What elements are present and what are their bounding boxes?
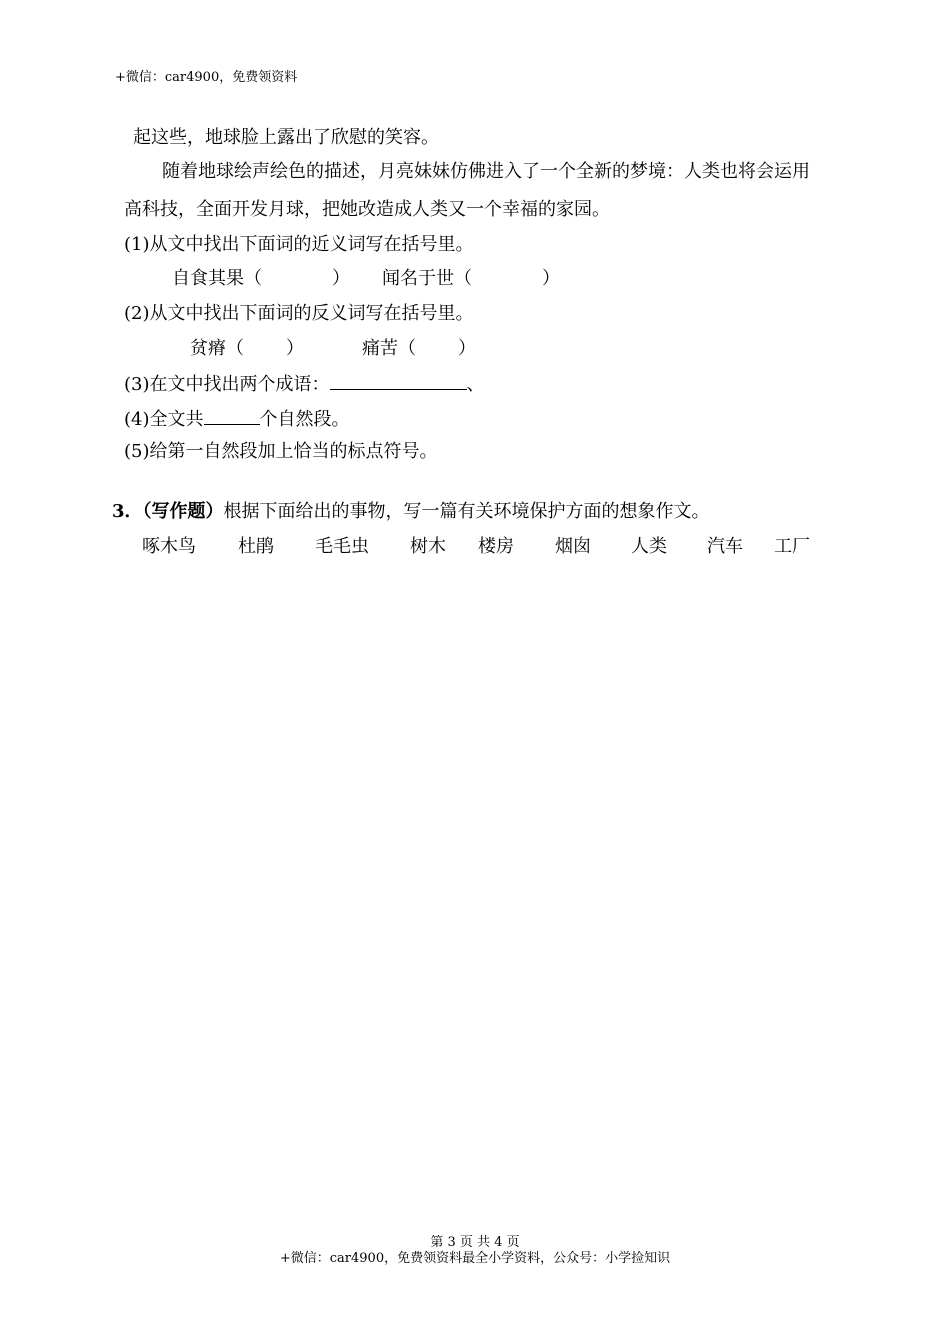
header-note: +微信：car4900，免费领资料 [115,70,298,85]
paragraph-count-line[interactable] [204,406,260,425]
topic-word: 汽车 [707,536,743,557]
question-3-label: (3)在文中找出两个成语： [124,374,330,395]
passage-line-3: 高科技，全面开发月球，把她改造成人类又一个幸福的家园。 [124,199,610,220]
question-2-label: (2)从文中找出下面词的反义词写在括号里。 [124,303,474,324]
question-number: 3． [112,501,143,522]
writing-task [112,500,710,524]
separator: 、 [466,374,485,395]
antonym-word-2: 痛苦（ [362,338,416,359]
question-5-label: (5)给第一自然段加上恰当的标点符号。 [124,441,438,462]
writing-title: （写作题） [142,501,224,522]
question-4 [124,406,350,432]
question-4-prefix: (4)全文共 [124,409,204,430]
question-2-item-2 [362,337,476,361]
page-number: 第 3 页 共 4 页 [430,1235,520,1250]
question-1-label: (1)从文中找出下面词的近义词写在括号里。 [124,234,474,255]
close-paren: ） [286,338,304,359]
close-paren: ） [458,338,476,359]
antonym-word-1: 贫瘠（ [190,338,244,359]
topic-word: 啄木鸟 [142,536,196,557]
synonym-word-1: 自食其果（ [172,268,262,289]
question-2-item-1 [190,337,304,361]
close-paren: ） [542,268,560,289]
question-3 [124,371,485,397]
topic-word: 烟囱 [555,536,591,557]
topic-word: 人类 [631,536,667,557]
synonym-word-2: 闻名于世（ [382,268,472,289]
footer-note: +微信：car4900，免费领资料最全小学资料，公众号：小学捡知识 [279,1251,671,1266]
passage-line-1: 起这些，地球脸上露出了欣慰的笑容。 [133,127,439,148]
topic-word: 楼房 [478,536,514,557]
passage-line-2: 随着地球绘声绘色的描述，月亮妹妹仿佛进入了一个全新的梦境：人类也将会运用 [162,161,810,182]
topic-word: 树木 [410,536,446,557]
question-4-suffix: 个自然段。 [259,409,350,430]
writing-prompt: 根据下面给出的事物，写一篇有关环境保护方面的想象作文。 [223,501,710,522]
topic-word: 工厂 [774,536,810,557]
question-1-item-2 [382,267,560,291]
topic-word: 杜鹃 [238,536,274,557]
close-paren: ） [332,268,350,289]
question-1-item-1 [172,267,350,291]
topic-word: 毛毛虫 [315,536,369,557]
idiom-answer-line[interactable] [330,371,467,390]
